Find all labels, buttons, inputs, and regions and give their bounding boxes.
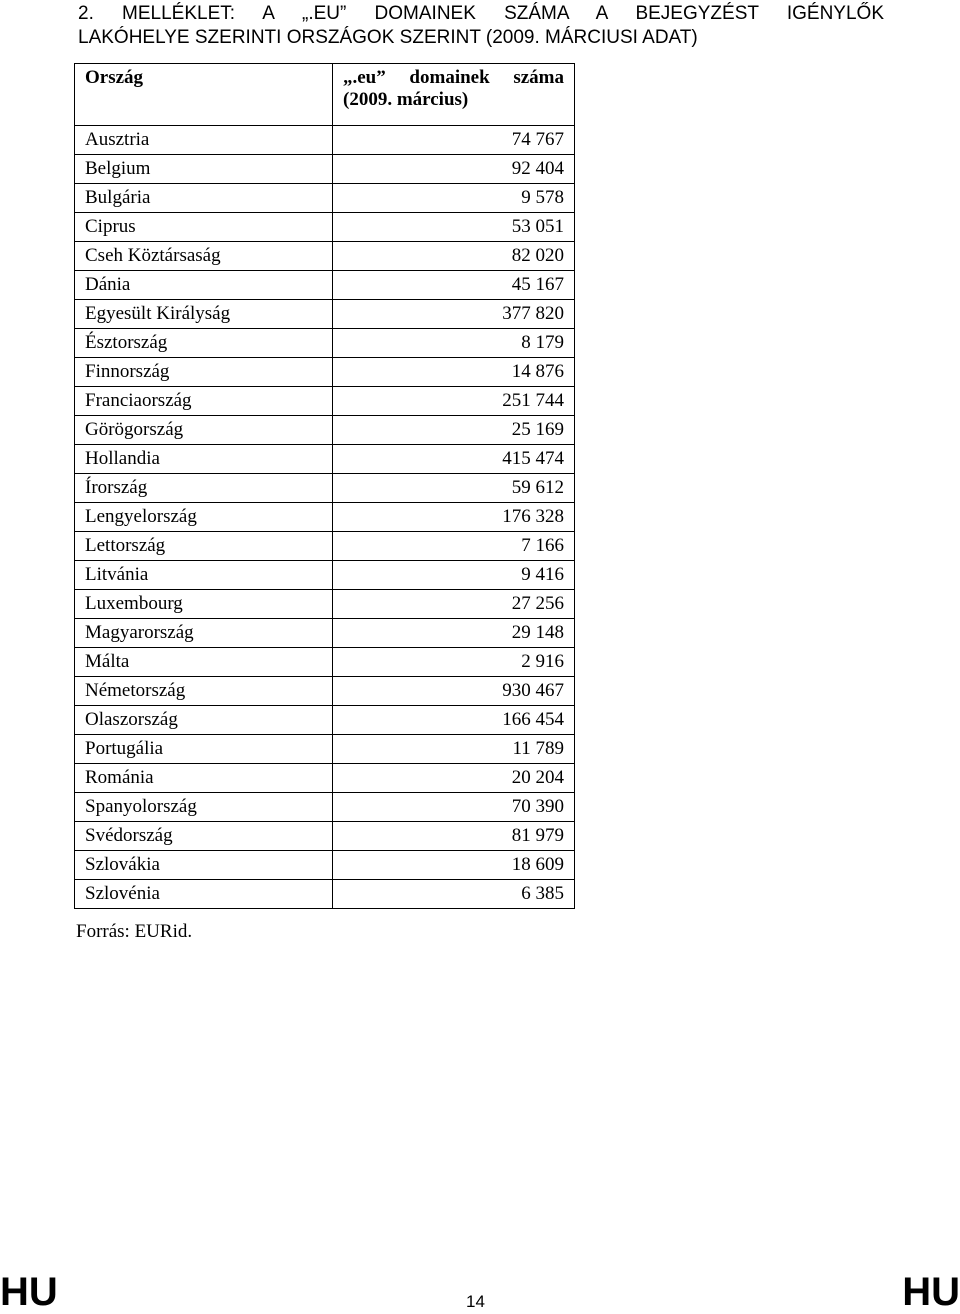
domain-count-cell: 59 612 (333, 474, 575, 503)
table-row (75, 242, 575, 271)
domain-count-cell: 9 416 (333, 561, 575, 590)
table-row (75, 358, 575, 387)
country-cell: Lettország (75, 532, 333, 561)
annex-heading-line1: 2. MELLÉKLET: A „.EU” DOMAINEK SZÁMA A BEJEGYZÉST IGÉNYLŐK (78, 3, 884, 24)
count-header-line2: (2009. március) (343, 89, 469, 110)
annex-heading-line2: LAKÓHELYE SZERINTI ORSZÁGOK SZERINT (2009. MÁRCIUSI ADAT) (78, 27, 698, 48)
table-row (75, 735, 575, 764)
table-row (75, 416, 575, 445)
table-header (75, 64, 575, 126)
country-cell: Olaszország (75, 706, 333, 735)
table-row (75, 445, 575, 474)
country-cell: Dánia (75, 271, 333, 300)
table-row (75, 822, 575, 851)
table-row (75, 793, 575, 822)
country-cell: Magyarország (75, 619, 333, 648)
domain-count-cell: 176 328 (333, 503, 575, 532)
country-cell: Franciaország (75, 387, 333, 416)
footer-language-left: HU (0, 1270, 58, 1314)
table-row (75, 184, 575, 213)
country-cell: Németország (75, 677, 333, 706)
domain-count-cell: 930 467 (333, 677, 575, 706)
domain-count-cell: 81 979 (333, 822, 575, 851)
table-row (75, 503, 575, 532)
domain-count-cell: 2 916 (333, 648, 575, 677)
country-cell: Portugália (75, 735, 333, 764)
country-cell: Finnország (75, 358, 333, 387)
domain-count-cell: 53 051 (333, 213, 575, 242)
domain-count-cell: 11 789 (333, 735, 575, 764)
domain-count-cell: 27 256 (333, 590, 575, 619)
table-body (75, 126, 575, 909)
country-cell: Málta (75, 648, 333, 677)
source-note: Forrás: EURid. (76, 921, 193, 942)
country-cell: Cseh Köztársaság (75, 242, 333, 271)
country-cell: Svédország (75, 822, 333, 851)
annex-heading (78, 2, 884, 50)
table-row (75, 764, 575, 793)
domains-by-country-table (74, 63, 575, 909)
table-row (75, 300, 575, 329)
country-cell: Szlovákia (75, 851, 333, 880)
country-cell: Lengyelország (75, 503, 333, 532)
country-cell: Románia (75, 764, 333, 793)
table-row (75, 706, 575, 735)
count-header-line1: „.eu” domainek száma (343, 67, 564, 88)
domain-count-cell: 7 166 (333, 532, 575, 561)
domain-count-cell: 74 767 (333, 126, 575, 155)
footer-language-right: HU (902, 1270, 960, 1314)
domain-count-cell: 45 167 (333, 271, 575, 300)
domain-count-cell: 6 385 (333, 880, 575, 909)
table-row (75, 155, 575, 184)
country-cell: Görögország (75, 416, 333, 445)
domain-count-cell: 8 179 (333, 329, 575, 358)
domain-count-cell: 29 148 (333, 619, 575, 648)
table-row (75, 532, 575, 561)
domain-count-cell: 70 390 (333, 793, 575, 822)
country-column-header: Ország (75, 64, 333, 126)
page-number: 14 (466, 1292, 485, 1311)
domain-count-cell: 92 404 (333, 155, 575, 184)
domain-count-cell: 251 744 (333, 387, 575, 416)
domain-count-cell: 14 876 (333, 358, 575, 387)
domain-count-cell: 377 820 (333, 300, 575, 329)
country-cell: Észtország (75, 329, 333, 358)
table-row (75, 619, 575, 648)
table-row (75, 851, 575, 880)
table-header-row (75, 64, 575, 126)
domain-count-cell: 166 454 (333, 706, 575, 735)
country-cell: Hollandia (75, 445, 333, 474)
country-cell: Belgium (75, 155, 333, 184)
table-row (75, 648, 575, 677)
table-row (75, 329, 575, 358)
country-cell: Luxembourg (75, 590, 333, 619)
country-cell: Egyesült Királyság (75, 300, 333, 329)
count-column-header (333, 64, 575, 126)
table-row (75, 213, 575, 242)
country-cell: Spanyolország (75, 793, 333, 822)
country-cell: Írország (75, 474, 333, 503)
domain-count-cell: 25 169 (333, 416, 575, 445)
country-cell: Litvánia (75, 561, 333, 590)
country-cell: Ausztria (75, 126, 333, 155)
table-row (75, 590, 575, 619)
table-row (75, 880, 575, 909)
domain-count-cell: 18 609 (333, 851, 575, 880)
table-row (75, 677, 575, 706)
country-cell: Szlovénia (75, 880, 333, 909)
table-row (75, 474, 575, 503)
domain-count-cell: 9 578 (333, 184, 575, 213)
table-row (75, 271, 575, 300)
table-row (75, 387, 575, 416)
country-cell: Bulgária (75, 184, 333, 213)
country-cell: Ciprus (75, 213, 333, 242)
domain-count-cell: 415 474 (333, 445, 575, 474)
domain-count-cell: 20 204 (333, 764, 575, 793)
table-row (75, 126, 575, 155)
table-row (75, 561, 575, 590)
domain-count-cell: 82 020 (333, 242, 575, 271)
